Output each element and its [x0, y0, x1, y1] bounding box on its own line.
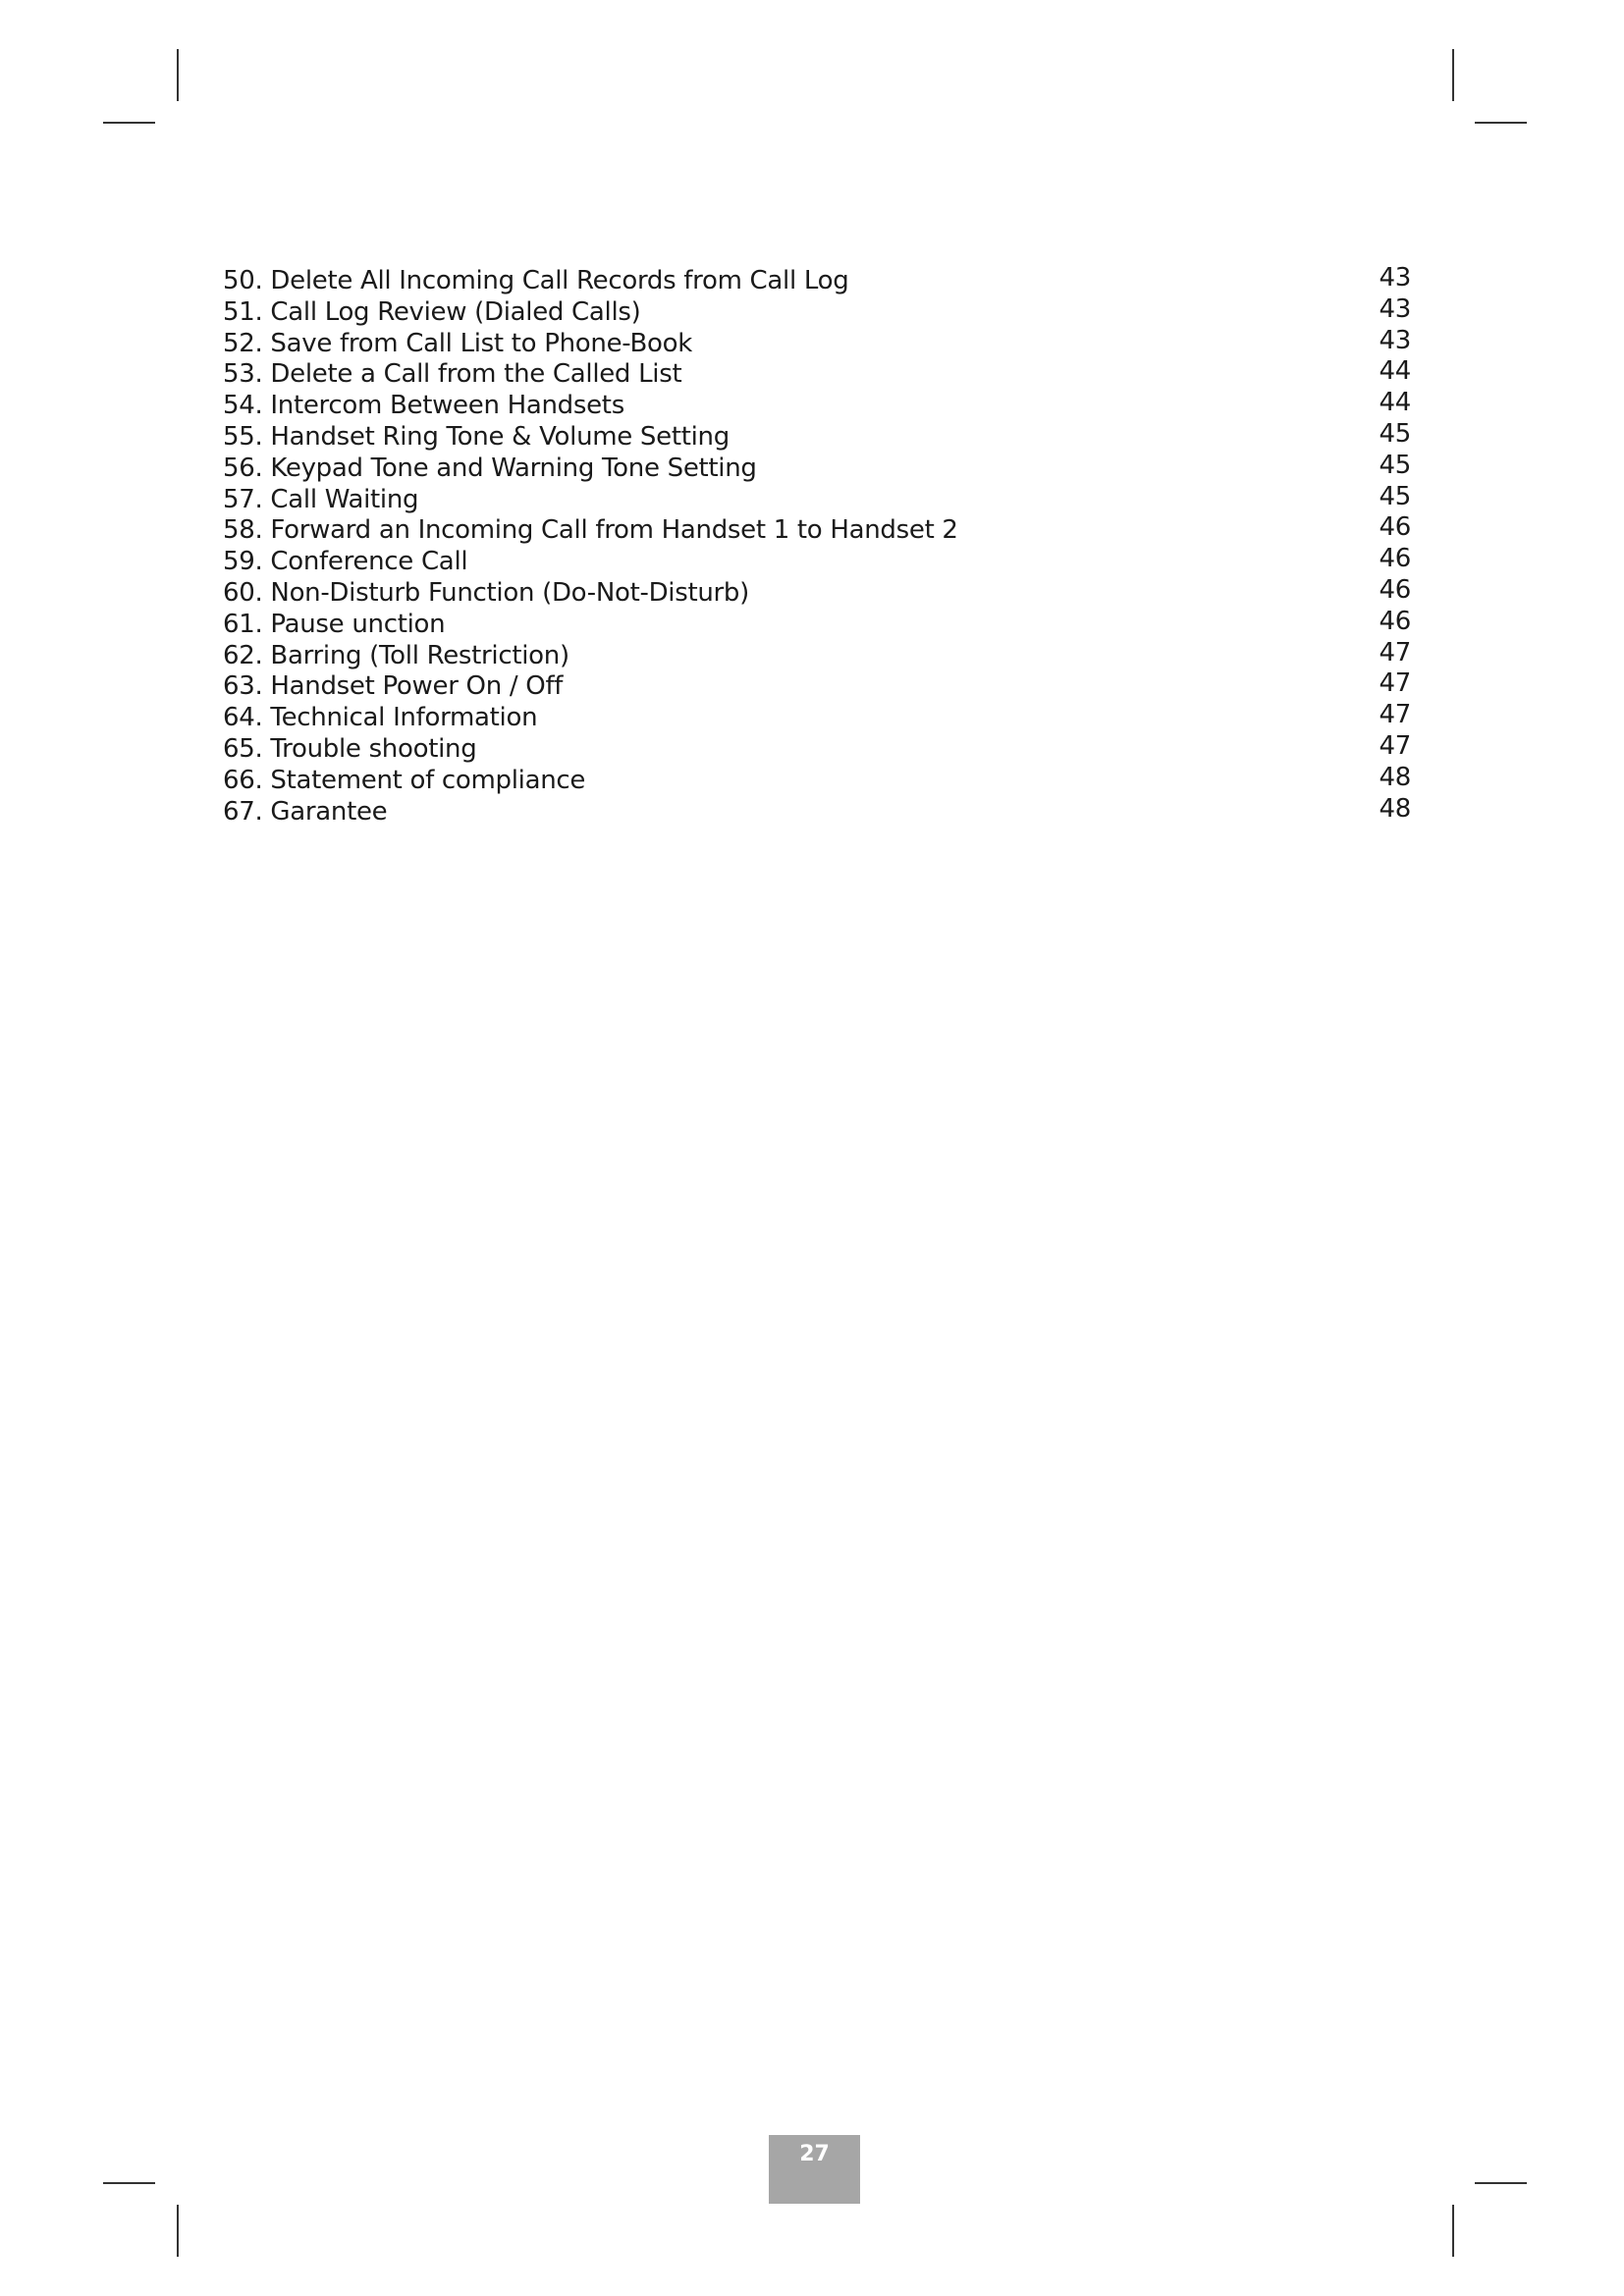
- crop-mark-bottom-right-horizontal: [1475, 2182, 1527, 2184]
- toc-entry-page: 43: [1379, 325, 1411, 355]
- toc-entry-page: 43: [1379, 263, 1411, 293]
- toc-entry-title: 63. Handset Power On / Off: [223, 671, 564, 702]
- toc-entry-page: 48: [1379, 762, 1411, 792]
- toc-entry-title: 65. Trouble shooting: [223, 733, 477, 764]
- crop-mark-top-right-vertical: [1452, 49, 1454, 101]
- toc-entry-page: 44: [1379, 356, 1411, 387]
- crop-mark-top-left-vertical: [177, 49, 179, 101]
- toc-entry[interactable]: [223, 294, 1411, 329]
- toc-entry[interactable]: [223, 450, 1411, 485]
- toc-entry[interactable]: [223, 388, 1411, 422]
- toc-entry[interactable]: [223, 637, 1411, 672]
- toc-entry-title: 67. Garantee: [223, 796, 388, 827]
- toc-entry-title: 52. Save from Call List to Phone-Book: [223, 328, 692, 358]
- toc-entry-page: 46: [1379, 574, 1411, 605]
- toc-entry-page: 47: [1379, 668, 1411, 699]
- toc-entry[interactable]: [223, 325, 1411, 360]
- toc-entry-title: 57. Call Waiting: [223, 484, 419, 514]
- toc-entry-page: 46: [1379, 544, 1411, 574]
- crop-mark-bottom-left-vertical: [177, 2205, 179, 2257]
- toc-entry[interactable]: [223, 762, 1411, 797]
- toc-entry[interactable]: [223, 356, 1411, 391]
- toc-entry-title: 58. Forward an Incoming Call from Handset 1 to Handset 2: [223, 515, 958, 546]
- crop-mark-top-right-horizontal: [1475, 122, 1527, 124]
- toc-entry[interactable]: [223, 512, 1411, 547]
- toc-entry[interactable]: [223, 544, 1411, 578]
- toc-entry[interactable]: [223, 481, 1411, 516]
- toc-entry-page: 43: [1379, 294, 1411, 324]
- toc-entry-page: 45: [1379, 481, 1411, 511]
- toc-entry-title: 55. Handset Ring Tone & Volume Setting: [223, 421, 730, 452]
- toc-entry[interactable]: [223, 730, 1411, 766]
- toc-entry-title: 59. Conference Call: [223, 547, 468, 577]
- toc-entry-title: 64. Technical Information: [223, 703, 538, 733]
- toc-entry-title: 56. Keypad Tone and Warning Tone Setting: [223, 453, 757, 483]
- page-number: 27: [769, 2135, 860, 2204]
- toc-entry-page: 46: [1379, 606, 1411, 636]
- toc-entry[interactable]: [223, 793, 1411, 828]
- toc-entry-title: 61. Pause unction: [223, 609, 446, 639]
- toc-entry-title: 53. Delete a Call from the Called List: [223, 359, 682, 390]
- crop-mark-bottom-left-horizontal: [103, 2182, 155, 2184]
- crop-mark-top-left-horizontal: [103, 122, 155, 124]
- toc-entry[interactable]: [223, 668, 1411, 703]
- toc-entry[interactable]: [223, 700, 1411, 734]
- toc-entry[interactable]: [223, 574, 1411, 610]
- toc-entry-title: 51. Call Log Review (Dialed Calls): [223, 296, 641, 327]
- toc-entry-title: 54. Intercom Between Handsets: [223, 391, 624, 421]
- toc-entry-title: 60. Non-Disturb Function (Do-Not-Disturb): [223, 577, 749, 608]
- table-of-contents: [223, 263, 1411, 828]
- toc-entry-page: 46: [1379, 512, 1411, 543]
- toc-entry-page: 47: [1379, 730, 1411, 761]
- toc-entry-title: 50. Delete All Incoming Call Records from Call Log: [223, 266, 849, 295]
- toc-entry-page: 47: [1379, 700, 1411, 730]
- crop-mark-bottom-right-vertical: [1452, 2205, 1454, 2257]
- toc-entry-page: 45: [1379, 450, 1411, 480]
- toc-entry-page: 44: [1379, 388, 1411, 418]
- toc-entry-title: 62. Barring (Toll Restriction): [223, 640, 569, 670]
- toc-entry-page: 48: [1379, 793, 1411, 824]
- toc-entry[interactable]: [223, 606, 1411, 641]
- toc-entry-page: 47: [1379, 637, 1411, 667]
- toc-entry[interactable]: [223, 263, 1411, 297]
- toc-entry-page: 45: [1379, 418, 1411, 449]
- toc-entry[interactable]: [223, 418, 1411, 454]
- toc-entry-title: 66. Statement of compliance: [223, 765, 586, 795]
